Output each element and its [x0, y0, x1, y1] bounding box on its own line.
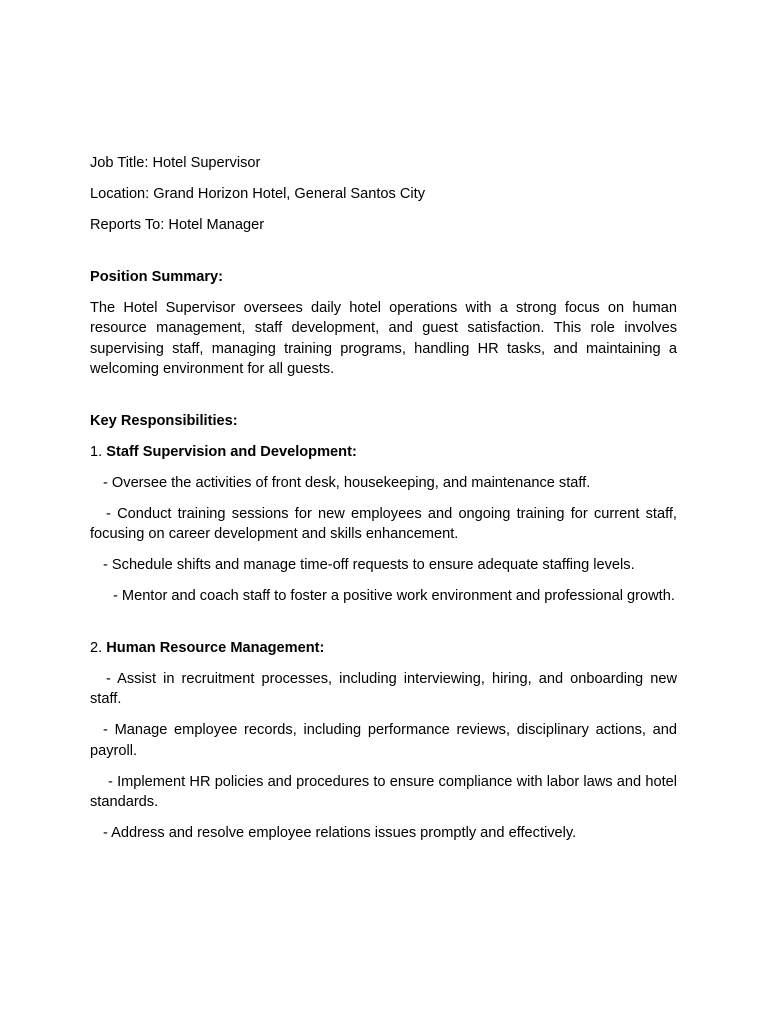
position-summary-text: The Hotel Supervisor oversees daily hotel operations with a strong focus on human resource management, staff development, and guest satisfaction. This role involves supervising staff, managing training programs, handling HR tasks, and maintaining a welcoming environment for all guests.: [90, 299, 677, 377]
list-item: - Schedule shifts and manage time-off requests to ensure adequate staffing levels.: [103, 557, 635, 573]
list-item: - Address and resolve employee relations issues promptly and effectively.: [103, 825, 577, 841]
spacer: [90, 246, 677, 267]
spacer: [90, 617, 677, 638]
key-responsibilities-heading: Key Responsibilities:: [90, 412, 238, 429]
document-body: [90, 153, 677, 854]
reports-to-line: Reports To: Hotel Manager: [90, 217, 265, 233]
section-number: 1.: [90, 443, 107, 460]
spacer: [90, 390, 677, 411]
list-item: - Conduct training sessions for new employees and ongoing training for current staff, focusing on career development and skills enhancement.: [90, 505, 677, 542]
list-item: - Mentor and coach staff to foster a positive work environment and professional growth.: [113, 588, 675, 604]
section-number: 2.: [90, 639, 107, 656]
section-title: Staff Supervision and Development:: [106, 443, 357, 460]
position-summary-heading: Position Summary:: [90, 268, 223, 285]
section-heading: [90, 442, 677, 463]
list-item: - Manage employee records, including performance reviews, disciplinary actions, and payroll.: [90, 722, 677, 759]
section-title: Human Resource Management:: [106, 639, 325, 656]
list-item: - Oversee the activities of front desk, housekeeping, and maintenance staff.: [103, 474, 591, 491]
job-title-line: Job Title: Hotel Supervisor: [90, 155, 261, 171]
location-line: Location: Grand Horizon Hotel, General Santos City: [90, 186, 426, 202]
section-heading: [90, 638, 677, 659]
list-item: - Implement HR policies and procedures to ensure compliance with labor laws and hotel standards.: [90, 773, 677, 810]
list-item: - Assist in recruitment processes, including interviewing, hiring, and onboarding new staff.: [90, 670, 677, 707]
